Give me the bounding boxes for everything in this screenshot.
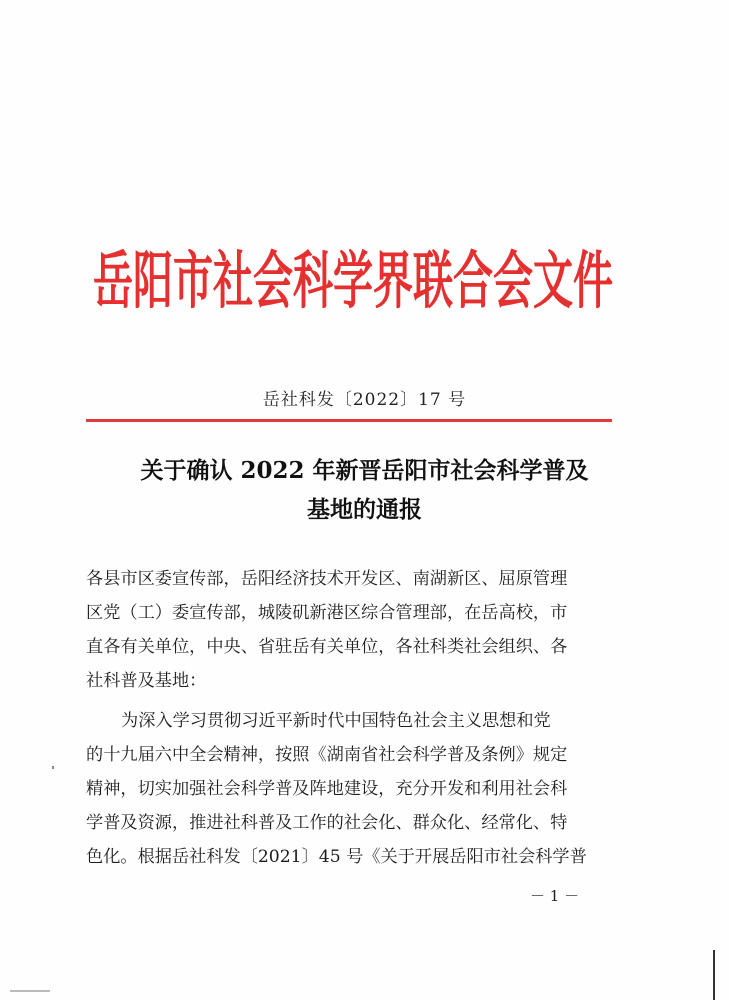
scan-speck — [10, 990, 50, 992]
page-number: － 1 － — [530, 887, 580, 905]
body-paragraph — [86, 704, 621, 874]
body-line: 精神，切实加强社会科学普及阵地建设，充分开发和利用社会科 — [86, 779, 568, 799]
scan-edge-mark — [713, 950, 715, 1000]
red-divider-rule — [86, 419, 612, 422]
body-line: 学普及资源，推进社科普及工作的社会化、群众化、经常化、特 — [86, 813, 568, 833]
scan-speck — [52, 766, 54, 769]
addressee-line: 直各有关单位，中央、省驻岳有关单位，各社科类社会组织、各 — [86, 637, 568, 657]
notice-title-line-2: 基地的通报 — [307, 496, 422, 523]
body-line: 的十九届六中全会精神，按照《湖南省社会科学普及条例》规定 — [86, 745, 568, 765]
addressee-paragraph — [86, 562, 621, 698]
masthead-title: 岳阳市社会科学界联合会文件 — [93, 245, 613, 318]
document-number: 岳社科发〔2022〕17 号 — [262, 390, 467, 410]
addressee-line: 各县市区委宣传部，岳阳经济技术开发区、南湖新区、屈原管理 — [86, 569, 568, 589]
addressee-line: 区党（工）委宣传部，城陵矶新港区综合管理部，在岳高校，市 — [86, 603, 568, 623]
body-line: 为深入学习贯彻习近平新时代中国特色社会主义思想和党 — [121, 711, 551, 731]
addressee-line: 社科普及基地： — [86, 671, 207, 691]
notice-title-line-1: 关于确认 2022 年新晋岳阳市社会科学普及 — [140, 457, 589, 484]
body-line: 色化。根据岳社科发〔2021〕45 号《关于开展岳阳市社会科学普 — [86, 847, 587, 867]
